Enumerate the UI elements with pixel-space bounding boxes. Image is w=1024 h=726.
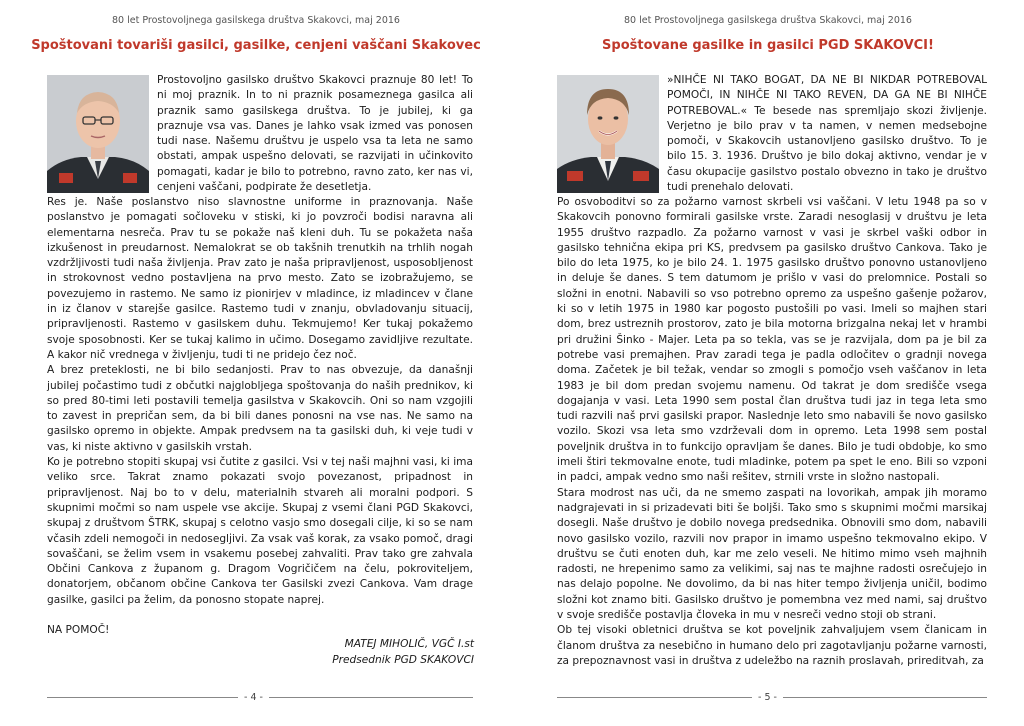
right-paragraph: Po osvoboditvi so za požarno varnost skrbeli vsi vaščani. V letu 1948 pa so v Skakovcih ponovno formirali gasilske vrste. Zaradi nesoglasij v društvu je leta 1955 društvo razpadlo. Za požarno varnost v vasi je skrbel vaški odbor in gasilsko tehnična ekipa pri KS, predvsem pa gasilsko društvo Cankova. Tako je bilo do leta 1975, ko je bilo 24. 1. 1975 gasilsko društvo ponovno ustanovljeno in deluje še danes. S tem datumom je prišlo v vasi do prelomnice. Postali so složni in enotni. Nabavili so vso potrebno opremo za uspešno gašenje požarov, ki so v letih 1975 in 1980 kar pogosto pustošili po vasi. Imeli so majhen stari dom, brez ustreznih prostorov, zato je bila motorna brizgalna nekaj let v hrambi pri družini Šinko - Majer. Leta pa so tekla, vas se je razvijala, dom pa je bil za potrebe vasi premajhen. Prav zaradi tega je padla odločitev o gradnji novega doma. Začetek je bil težak, vendar so zmogli s pomočjo vseh vaščanov in leta 1983 je bil dom predan svojemu namenu. Od takrat je dom središče vsega dogajanja v vasi. Leta 1990 sem postal član društva tudi jaz in tega leta smo tudi razvili naš prvi gasilski prapor. Naslednje leto smo nabavili še novo gasilsko vozilo. Skozi vsa leta smo vzdrževali dom in opremo. Leta 1998 sem postal poveljnik društva in to funkcijo opravljam še danes. Bilo je tudi obdobje, ko smo imeli štiri tekmovalne enote, tudi mladinke, potem pa spet le eno. Bili so vzponi in padci, ampak vedno smo naši rešitev, strnili vrste in složno nastopali.: [557, 196, 987, 484]
right-wrap-text: [667, 73, 987, 195]
closing-salute: NA POMOČ!: [47, 624, 110, 637]
portrait-president-image: [47, 75, 149, 193]
running-header-right: 80 let Prostovoljnega gasilskega društva Skakovci, maj 2016: [624, 15, 912, 26]
left-paragraph: Ko je potrebno stopiti skupaj vsi čutite z gasilci. Vsi v tej naši majhni vasi, ki ima veliko srce. Takrat znamo pokazati svojo povezanost, pripadnost in pripravljenost. Naj bo to v delu, materialnih stvareh ali moralni podpori. S skupnimi močmi so nam uspele vse akcije. Skupaj z vsemi člani PGD Skakovci, skupaj z društvom ŠTRK, skupaj s celotno vasjo smo dosegali cilje, ki so se nam včasih zdeli nemogoči in nedoseglјivi. Za vsak vaš korak, za vsako pomoč, dragi sovaščani, se želim vsem in vsakemu posebej zahvaliti. Prav tako gre zahvala Občini Cankova z županom g. Dragom Vogričičem na čelu, pokroviteljem, donatorjem, občanom občine Cankova ter Gasilski zvezi Cankova. Vam drage gasilke, gasilci pa želim, da ponosno stopate naprej.: [47, 456, 473, 606]
right-page-title: Spoštovane gasilke in gasilci PGD SKAKOVCI!: [602, 38, 934, 53]
right-body-text: [557, 195, 987, 669]
portrait-commander-image: [557, 75, 659, 193]
portrait-photo-left: [47, 75, 149, 193]
left-body-text: [47, 195, 473, 638]
right-paragraph: Stara modrost nas uči, da ne smemo zaspati na lovorikah, ampak jih moramo nadgrajevati in si prizadevati biti še boljši. Tako smo s skupnimi močmi marsikaj dosegli. Naše društvo je dobilo novega predsednika. Obnovili smo dom, nabavili novo gasilsko vozilo, razvili nov prapor in imamo uspešno tekmovalno ekipo. V društvu se čuti enoten duh, kar me zelo veseli. Ne hitimo mimo vseh majhnih radosti, ne hrepenimo samo za velikimi, saj nas te majhne radosti osrečujejo in nas delajo popolne. Ne dovolimo, da bi nas hiter tempo življenja uničil, bodimo složni kot znamo biti. Gasilsko društvo je pomembna vez med nami, saj društvo v svoje središče postavlja človeka in mu v nesreči vedno stoji ob strani.: [557, 486, 987, 622]
signature-name: MATEJ MIHOLIČ, VGČ I.st: [344, 638, 474, 650]
page-number-left: - 4 -: [238, 692, 269, 703]
left-intro-paragraph: Prostovoljno gasilsko društvo Skakovci praznuje 80 let! To ni moj praznik. In to ni praznik posameznega gasilca ali praznik samo gasilskega društva. To je jubilej, ki ga praznuje vsa vas. Danes je lahko vsak izmed vas ponosen tudi nase. Našemu društvu je uspelo vsa ta leta ne samo obstati, ampak uspešno delovati, se razvijati in učinkovito pomagati, kadar je bilo to potrebno, ravno zato, ker nas vi, cenjeni vaščani, podpirate že desetletja.: [157, 74, 473, 194]
signature-role: Predsednik PGD SKAKOVCI: [332, 654, 474, 666]
running-header-left: 80 let Prostovoljnega gasilskega društva Skakovci, maj 2016: [112, 15, 400, 26]
page-number-right: - 5 -: [752, 692, 783, 703]
portrait-photo-right: [557, 75, 659, 193]
left-wrap-text: [157, 73, 473, 195]
right-paragraph: Ob tej visoki obletnici društva se kot poveljnik zahvaljujem vsem članicam in članom društva za nesebično in humano delo pri zagotavljanju požarne varnosti, za prepoznavnost vasi in društva z udeležbo na raznih proslavah, prireditvah, za: [557, 624, 987, 667]
left-paragraph: A brez preteklosti, ne bi bilo sedanjosti. Prav to nas obvezuje, da današnji jubilej počastimo tudi z občutki najglobljega spoštovanja do naših prednikov, ki so pred 80-timi leti postavili temelja gasilstva v Skakovcih. Oni so nam vzgojili to zavest in prepričan sem, da bi bili danes ponosni na vse nas. Ne samo na gasilsko opremo in objekte. Ampak predvsem na ta gasilski duh, ki veje tudi v vas, ki niste aktivno v gasilskih vrstah.: [47, 364, 473, 453]
left-page-title: Spoštovani tovariši gasilci, gasilke, cenjeni vaščani Skakovec: [31, 38, 481, 53]
signature-block: [332, 636, 474, 668]
right-intro-paragraph: »NIHČE NI TAKO BOGAT, DA NE BI NIKDAR POTREBOVAL POMOČI, IN NIHČE NI TAKO REVEN, DA GA NE BI NIHČE POTREBOVAL.« Te besede nas spremljajo skozi življenje. Verjetno je bilo prav v ta namen, v nemen medsebojne pomoči, v Skakovcih ustanovljeno gasilsko društvo. To je bilo 15. 3. 1936. Društvo je bilo dokaj aktivno, vendar je v času okupacije gasilstvo postalo obvezno in tako je društvo tudi prenehalo delovati.: [667, 74, 987, 194]
right-page: [512, 0, 1024, 726]
left-paragraph: Res je. Naše poslanstvo niso slavnostne uniforme in praznovanja. Naše poslanstvo je pomagati sočloveku v stiski, ki jo povzroči bodisi naravna ali elementarna nesreča. Prav tu se pokaže naš kleni duh. Tu se pokažeta naša izkušenost in preudarnost. Nemalokrat se ob takšnih trenutkih na trhlih nogah vzdržljivosti tudi naša življenja. Prav zato je naša pripravljenost, usposobljenost in strokovnost vedno postavljena na prvo mesto. Zato se izobražujemo, se povezujemo in rastemo. Ne samo iz pionirjev v mladince, iz mladincev v člane in iz članov v starejše gasilce. Rastemo tudi v znanju, obvladovanju situacij, pripravljenosti. Rastemo v gasilskem duhu. Tekmujemo! Ker tukaj pokažemo svoje sposobnosti. Ker se tukaj kalimo in učimo. Dosegamo zavidljive rezultate. A kakor nič vrednega v življenju, tudi ti ne pridejo čez noč.: [47, 196, 473, 361]
